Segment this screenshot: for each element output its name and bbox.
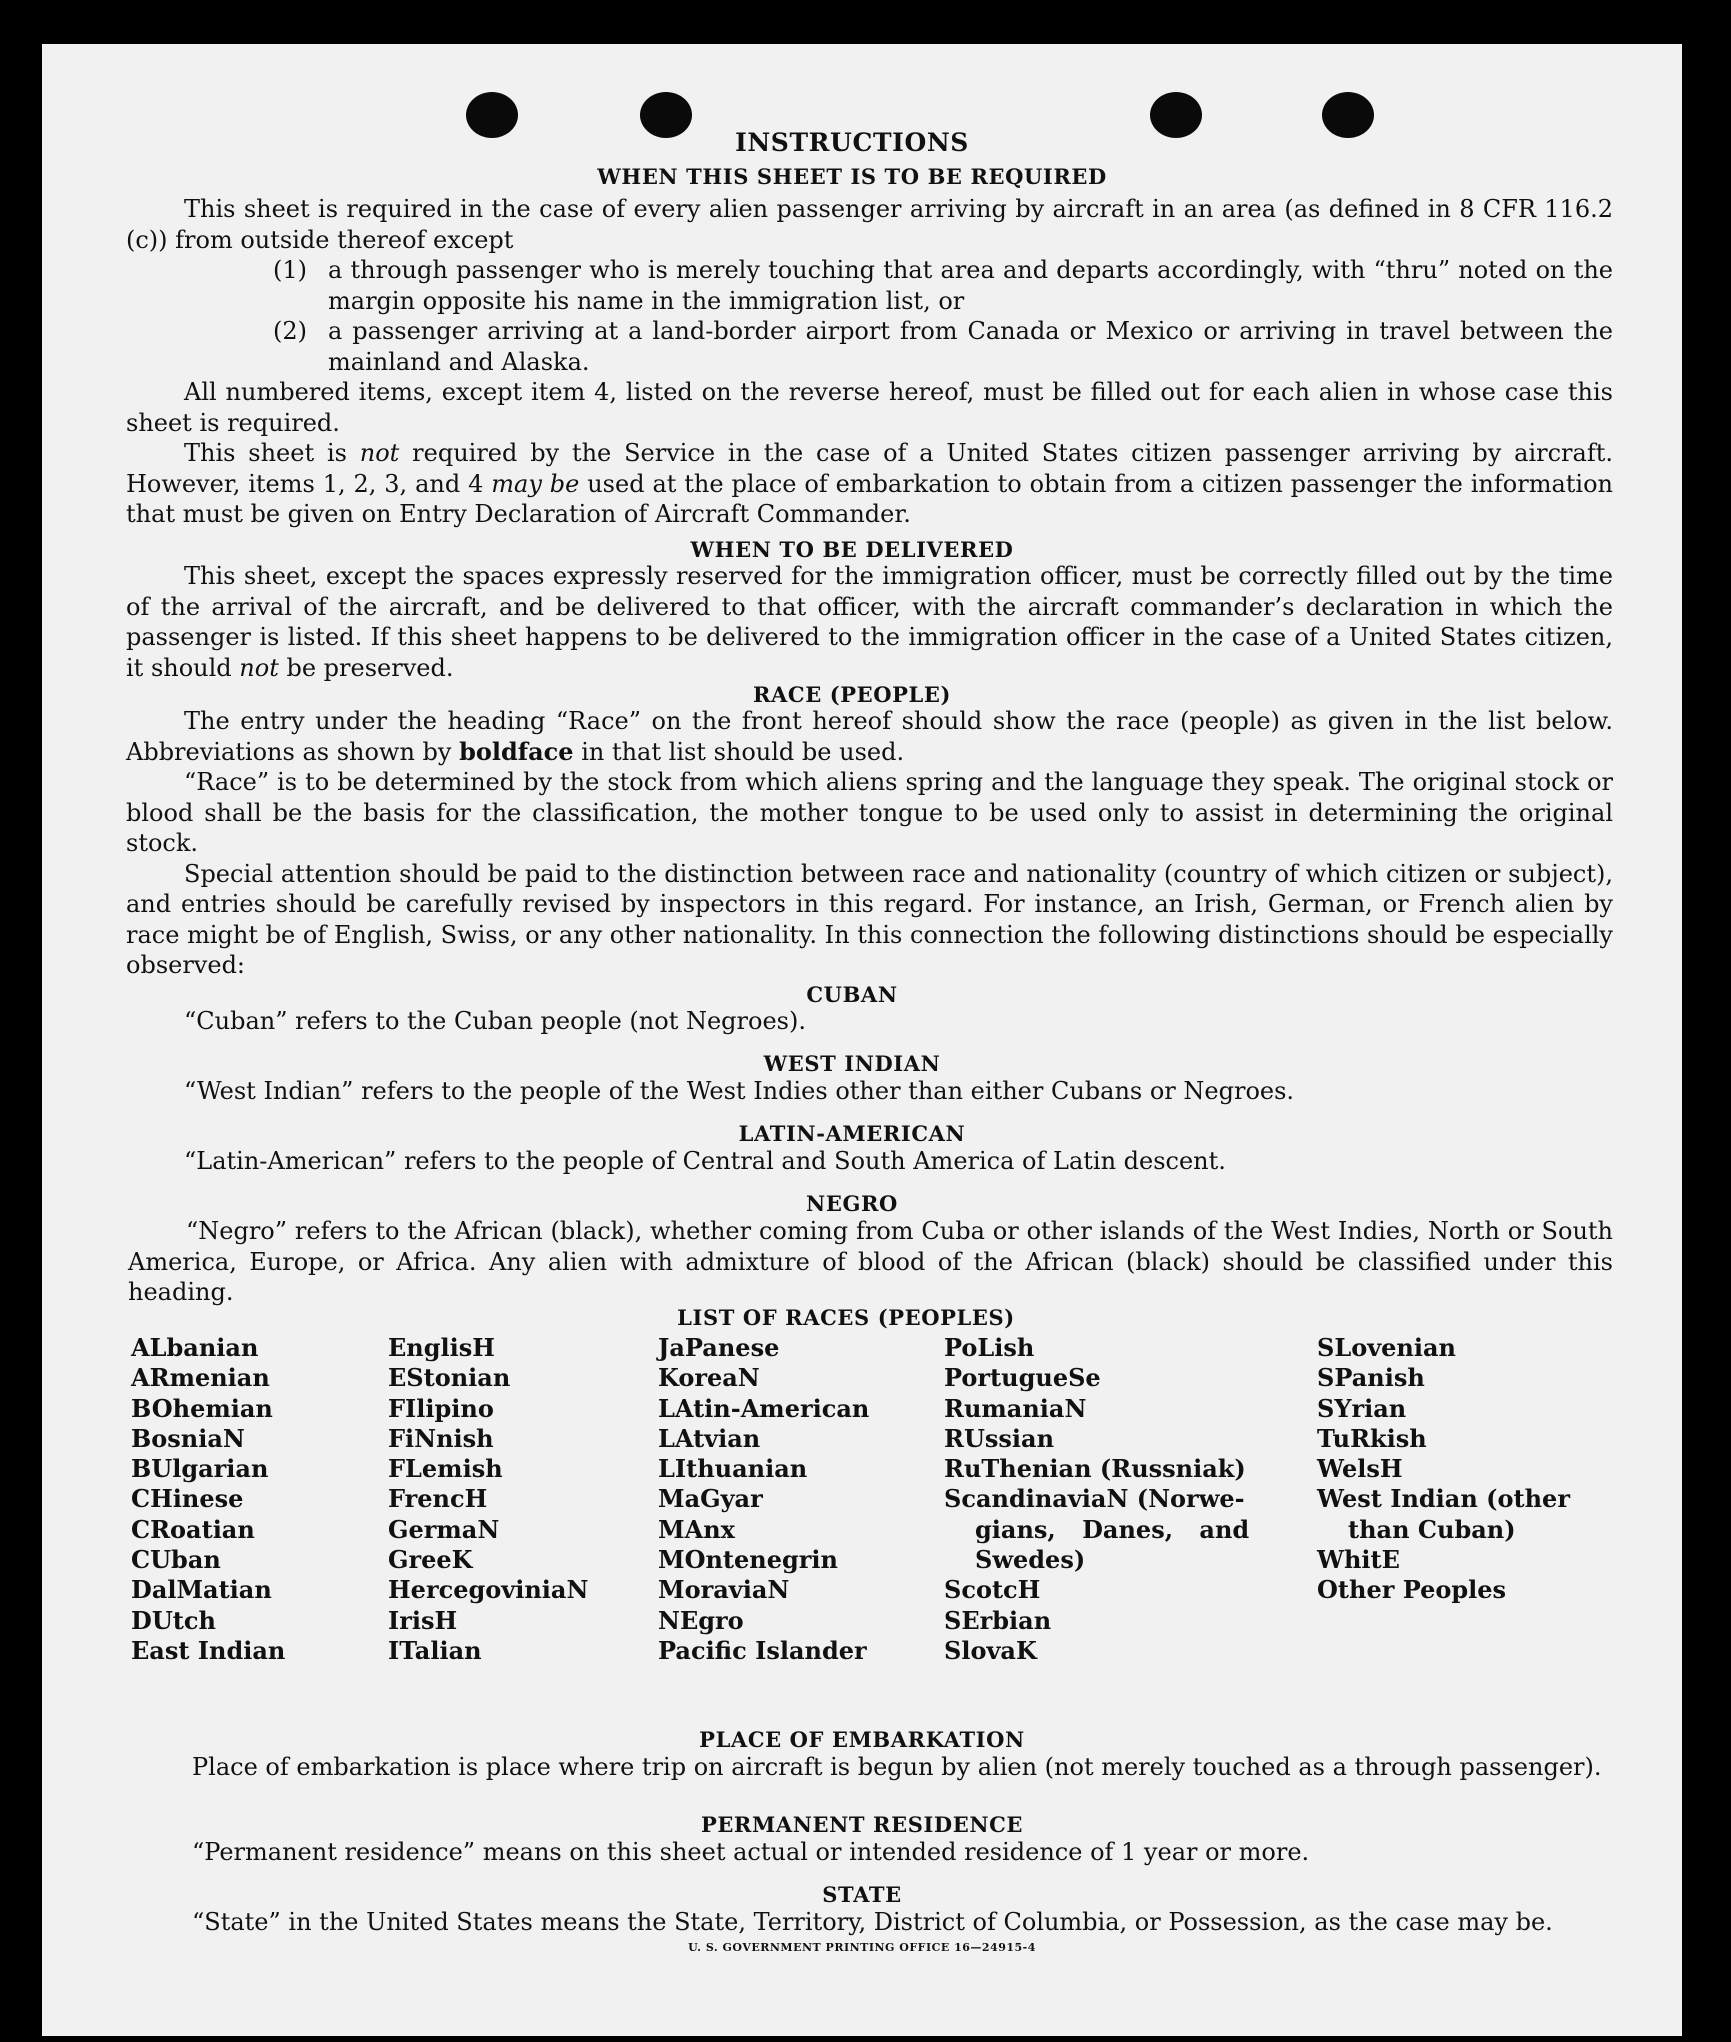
race-paragraph-3: Special attention should be paid to the distinction between race and nationality (country of which citizen or subject), and entries should be carefully revised by inspectors in this regard. For instance, an Irish, German, or French alien by race might be of English, Swiss, or any other nationality. In this connection the following distinctions should be especially observed:	[126, 859, 1613, 979]
section-when-required	[126, 194, 1613, 530]
heading-negro: NEGRO	[806, 1191, 898, 1216]
race-entry: SlovaK	[944, 1635, 1037, 1665]
race-entry: Other Peoples	[1317, 1575, 1507, 1605]
race-entry: FIlipino	[388, 1393, 494, 1423]
section-race	[126, 706, 1613, 981]
race-entry: KoreaN	[658, 1363, 760, 1393]
race-entry: JaPanese	[658, 1333, 780, 1362]
state-definition: “State” in the United States means the State, Territory, District of Columbia, or Possession, as the case may be.	[192, 1908, 1553, 1936]
race-paragraph-2: “Race” is to be determined by the stock from which aliens spring and the language they speak. The original stock or blood shall be the basis for the classification, the mother tongue to be used only to assist in determining the original stock.	[126, 768, 1613, 857]
residence-definition: “Permanent residence” means on this sheet actual or intended residence of 1 year or more.	[192, 1838, 1310, 1866]
embarkation-definition: Place of embarkation is place where trip on aircraft is begun by alien (not merely touched as a through passenger).	[192, 1753, 1602, 1781]
race-entry: MAnx	[658, 1514, 735, 1544]
page-title: INSTRUCTIONS	[735, 128, 969, 157]
exception-item	[273, 255, 1613, 316]
heading-when-delivered: WHEN TO BE DELIVERED	[690, 537, 1014, 562]
race-entry: SPanish	[1317, 1363, 1425, 1393]
heading-embarkation: PLACE OF EMBARKATION	[699, 1727, 1025, 1752]
race-entry: LIthuanian	[658, 1454, 808, 1484]
race-entry: Swedes)	[975, 1545, 1086, 1575]
race-entry: WelsH	[1317, 1454, 1403, 1484]
west-indian-definition: “West Indian” refers to the people of the West Indies other than either Cubans or Negroes.	[184, 1077, 1295, 1105]
race-entry: LAtin-American	[658, 1393, 870, 1423]
race-entry: TuRkish	[1317, 1423, 1427, 1453]
intro-paragraph: This sheet is required in the case of every alien passenger arriving by aircraft in an area (as defined in 8 CFR 116.2 (c)) from outside thereof except	[126, 195, 1613, 254]
race-entry: EStonian	[388, 1363, 511, 1393]
race-entry: MaGyar	[658, 1484, 763, 1514]
races-column-5	[1317, 1333, 1570, 1606]
race-entry: FiNnish	[388, 1423, 494, 1453]
race-entry: gians, Danes, and	[975, 1514, 1250, 1544]
race-entry: PoLish	[944, 1333, 1035, 1362]
race-entry: RumaniaN	[944, 1393, 1087, 1423]
heading-state: STATE	[822, 1882, 902, 1907]
race-entry: BUlgarian	[131, 1454, 269, 1484]
race-entry: ScandinaviaN (Norwe-	[944, 1484, 1245, 1514]
race-entry: WhitE	[1317, 1545, 1400, 1575]
race-entry: MOntenegrin	[658, 1545, 838, 1575]
race-entry: CRoatian	[131, 1514, 255, 1544]
item-number: (1)	[273, 256, 307, 284]
race-entry: DUtch	[131, 1605, 216, 1635]
race-entry: BOhemian	[131, 1393, 273, 1423]
race-paragraph-1: The entry under the heading “Race” on the front hereof should show the race (people) as given in the list below. Abbreviations as shown by boldface in that list should be used.	[126, 707, 1613, 766]
race-entry: East Indian	[131, 1635, 286, 1665]
race-entry: PortugueSe	[944, 1363, 1101, 1393]
race-entry: ALbanian	[131, 1333, 259, 1362]
printing-office-footer: U. S. GOVERNMENT PRINTING OFFICE 16—24915-4	[688, 1941, 1036, 1954]
races-column-2	[388, 1333, 588, 1666]
heading-list-of-races: LIST OF RACES (PEOPLES)	[677, 1305, 1015, 1330]
race-entry: RUssian	[944, 1423, 1055, 1453]
negro-definition: “Negro” refers to the African (black), whether coming from Cuba or other islands of the West Indies, North or South America, Europe, or Africa. Any alien with admixture of blood of the African (black) should be classified under this heading.	[128, 1217, 1613, 1306]
heading-permanent-residence: PERMANENT RESIDENCE	[700, 1812, 1024, 1837]
heading-latin-american: LATIN-AMERICAN	[738, 1121, 966, 1146]
race-entry: FLemish	[388, 1454, 503, 1484]
section-when-delivered	[126, 561, 1613, 683]
document-page	[42, 44, 1682, 2036]
race-entry: FrencH	[388, 1484, 488, 1514]
race-entry: IrisH	[388, 1605, 458, 1635]
race-entry: LAtvian	[658, 1423, 761, 1453]
race-entry: EnglisH	[388, 1333, 495, 1362]
races-column-1	[131, 1333, 285, 1666]
exception-item	[273, 316, 1613, 377]
races-column-4	[944, 1333, 1280, 1666]
race-entry: GermaN	[388, 1514, 500, 1544]
cuban-definition: “Cuban” refers to the Cuban people (not Negroes).	[184, 1007, 806, 1035]
race-entry: ITalian	[388, 1635, 482, 1665]
race-entry: ScotcH	[944, 1575, 1041, 1605]
race-entry: RuThenian (Russniak)	[944, 1454, 1246, 1484]
race-entry: CUban	[131, 1545, 221, 1575]
item-number: (2)	[273, 317, 307, 345]
race-entry: NEgro	[658, 1605, 744, 1635]
citizen-paragraph: This sheet is not required by the Service in the case of a United States citizen passenger arriving by aircraft. However, items 1, 2, 3, and 4 may be used at the place of embarkation to obtain from a citizen passenger the information that must be given on Entry Declaration of Aircraft Commander.	[126, 439, 1613, 528]
race-entry: CHinese	[131, 1484, 244, 1514]
race-entry: SYrian	[1317, 1393, 1407, 1423]
race-entry: West Indian (other	[1317, 1484, 1570, 1514]
heading-west-indian: WEST INDIAN	[763, 1051, 941, 1076]
heading-race: RACE (PEOPLE)	[752, 682, 952, 707]
exceptions-list	[126, 255, 1613, 377]
item-text: a passenger arriving at a land-border airport from Canada or Mexico or arriving in travel between the mainland and Alaska.	[328, 317, 1613, 376]
race-entry: MoraviaN	[658, 1575, 790, 1605]
delivery-paragraph: This sheet, except the spaces expressly reserved for the immigration officer, must be correctly filled out by the time of the arrival of the aircraft, and be delivered to that officer, with the aircraft commander’s declaration in which the passenger is listed. If this sheet happens to be delivered to the immigration officer in the case of a United States citizen, it should not be preserved.	[126, 562, 1613, 682]
race-entry: BosniaN	[131, 1423, 245, 1453]
race-entry: SLovenian	[1317, 1333, 1456, 1362]
heading-when-required: WHEN THIS SHEET IS TO BE REQUIRED	[597, 164, 1107, 189]
item-text: a through passenger who is merely touching that area and departs accordingly, with “thru” noted on the margin opposite his name in the immigration list, or	[328, 256, 1613, 315]
races-column-3	[658, 1333, 869, 1666]
race-entry: SErbian	[944, 1605, 1052, 1635]
race-entry: GreeK	[388, 1545, 473, 1575]
latin-american-definition: “Latin-American” refers to the people of Central and South America of Latin descent.	[184, 1147, 1226, 1175]
items-paragraph: All numbered items, except item 4, listed on the reverse hereof, must be filled out for each alien in whose case this sheet is required.	[126, 378, 1613, 437]
race-entry: than Cuban)	[1348, 1514, 1516, 1544]
race-entry: Pacific Islander	[658, 1635, 867, 1665]
race-entry: HercegoviniaN	[388, 1575, 589, 1605]
race-entry: ARmenian	[131, 1363, 270, 1393]
heading-cuban: CUBAN	[806, 982, 898, 1007]
race-entry: DalMatian	[131, 1575, 272, 1605]
